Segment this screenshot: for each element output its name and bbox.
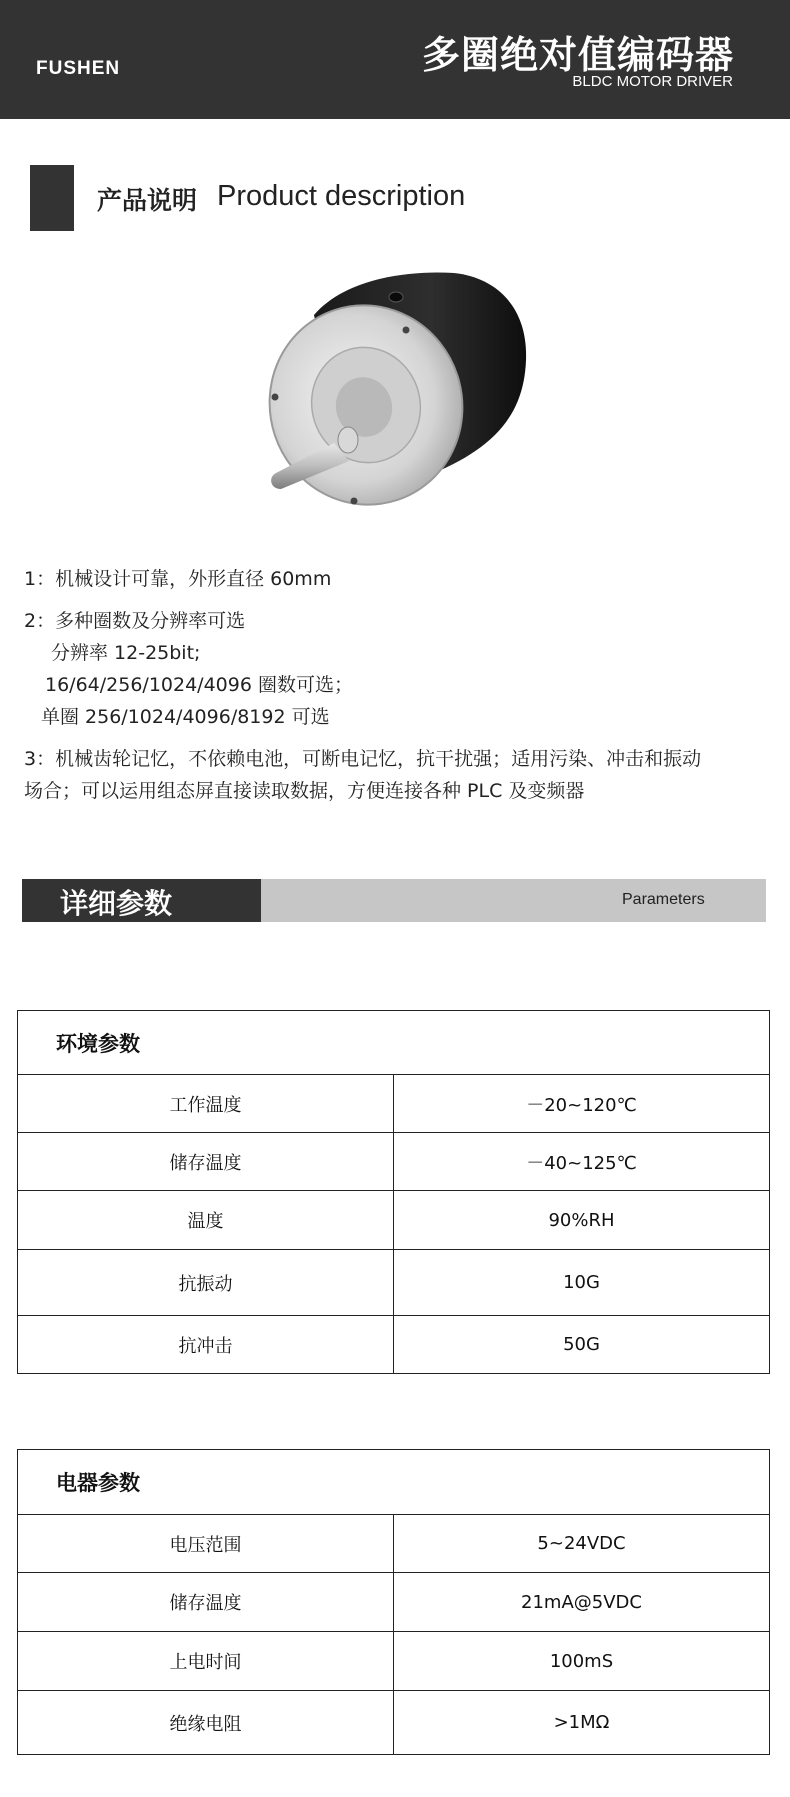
- header-bar: [0, 0, 790, 119]
- param-value: 50G: [394, 1316, 770, 1374]
- table-row: [18, 1691, 770, 1755]
- table-row: [18, 1191, 770, 1250]
- elec-params-table: [17, 1449, 770, 1755]
- param-value: >1MΩ: [394, 1691, 770, 1755]
- section-marker: [30, 165, 74, 231]
- param-key: 电压范围: [18, 1515, 394, 1573]
- param-value: －40~125℃: [394, 1133, 770, 1191]
- param-key: 储存温度: [18, 1573, 394, 1632]
- param-value: 100mS: [394, 1632, 770, 1691]
- table-row: [18, 1250, 770, 1316]
- section-title-cn: 产品说明: [97, 186, 198, 215]
- param-key: 储存温度: [18, 1133, 394, 1191]
- table-row: [18, 1316, 770, 1374]
- section-title-en: Product description: [217, 180, 466, 212]
- env-table-heading: 环境参数: [18, 1011, 770, 1075]
- page-subtitle: BLDC MOTOR DRIVER: [572, 73, 733, 90]
- param-key: 上电时间: [18, 1632, 394, 1691]
- table-row: [18, 1075, 770, 1133]
- table-row: [18, 1573, 770, 1632]
- table-row: [18, 1632, 770, 1691]
- param-key: 抗冲击: [18, 1316, 394, 1374]
- param-value: 21mA@5VDC: [394, 1573, 770, 1632]
- param-key: 温度: [18, 1191, 394, 1250]
- table-row: [18, 1515, 770, 1573]
- table-row: [18, 1133, 770, 1191]
- desc-line-6: 3：机械齿轮记忆，不依赖电池，可断电记忆，抗干扰强；适用污染、冲击和振动: [24, 748, 702, 770]
- desc-line-7: 场合；可以运用组态屏直接读取数据，方便连接各种 PLC 及变频器: [24, 780, 585, 802]
- desc-line-1: 1：机械设计可靠，外形直径 60mm: [24, 568, 332, 590]
- desc-line-4: 16/64/256/1024/4096 圈数可选；: [45, 674, 353, 696]
- param-value: －20~120℃: [394, 1075, 770, 1133]
- parameters-label-block: [22, 879, 261, 922]
- param-value: 5~24VDC: [394, 1515, 770, 1573]
- encoder-product-image: [254, 265, 534, 515]
- elec-table-heading: 电器参数: [18, 1450, 770, 1515]
- desc-line-3: 分辨率 12-25bit;: [51, 642, 201, 664]
- desc-line-2: 2：多种圈数及分辨率可选: [24, 610, 246, 632]
- param-value: 90%RH: [394, 1191, 770, 1250]
- param-value: 10G: [394, 1250, 770, 1316]
- param-key: 抗振动: [18, 1250, 394, 1316]
- brand-logo: FUSHEN: [36, 58, 121, 79]
- param-key: 绝缘电阻: [18, 1691, 394, 1755]
- page-title: 多圈绝对值编码器: [421, 33, 734, 77]
- parameters-title-en: Parameters: [622, 891, 705, 908]
- desc-line-5: 单圈 256/1024/4096/8192 可选: [41, 706, 330, 728]
- param-key: 工作温度: [18, 1075, 394, 1133]
- parameters-title-cn: 详细参数: [60, 887, 173, 920]
- parameters-bar: [22, 879, 766, 922]
- env-params-table: [17, 1010, 770, 1374]
